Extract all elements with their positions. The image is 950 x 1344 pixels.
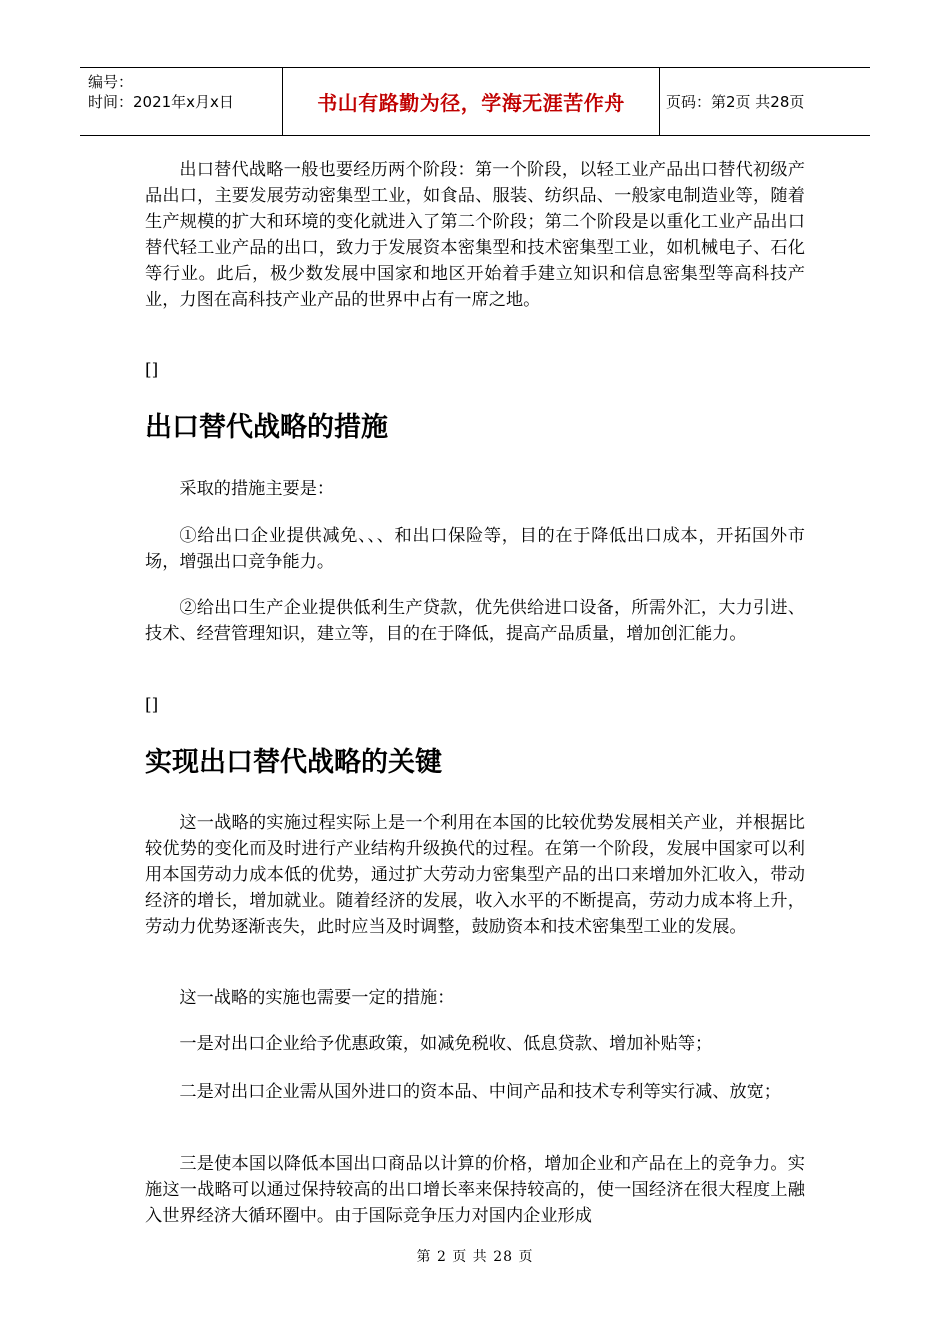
paragraph-measure-third: 三是使本国以降低本国出口商品以计算的价格，增加企业和产品在上的竞争力。实施这一战略可以通过保持较高的出口增长率来保持较高的，使一国经济在很大程度上融入世界经济大循环圈中。由于国际竞争压力对国内企业形成 [145, 1154, 805, 1226]
reference-bracket: [] [145, 695, 159, 715]
paragraph-measures-intro: 采取的措施主要是： [179, 479, 335, 499]
document-number-label: 编号： [88, 73, 134, 91]
paragraph-measures-needed: 这一战略的实施也需要一定的措施： [179, 988, 455, 1008]
document-time-label: 时间：2021年x月x日 [88, 93, 234, 111]
header-motto-cell [283, 68, 660, 135]
paragraph-implementation-process: 这一战略的实施过程实际上是一个利用在本国的比较优势发展相关产业，并根据比较优势的变化而及时进行产业结构升级换代的过程。在第一个阶段，发展中国家可以利用本国劳动力成本低的优势，通过扩大劳动力密集型产品的出口来增加外汇收入，带动经济的增长，增加就业。随着经济的发展，收入水平的不断提高，劳动力成本将上升，劳动力优势逐渐丧失，此时应当及时调整，鼓励资本和技术密集型工业的发展。 [145, 813, 805, 937]
paragraph-measure-1: ①给出口企业提供减免、、、和出口保险等，目的在于降低出口成本，开拓国外市场，增强出口竞争能力。 [145, 526, 805, 572]
header-meta-cell [80, 68, 283, 135]
header-motto: 书山有路勤为径，学海无涯苦作舟 [317, 91, 625, 115]
paragraph-measure-first: 一是对出口企业给予优惠政策，如减免税收、低息贷款、增加补贴等； [179, 1034, 713, 1054]
page-footer: 第 2 页 共 28 页 [416, 1249, 534, 1265]
section-heading-key: 实现出口替代战略的关键 [145, 747, 442, 778]
paragraph-measure-2: ②给出口生产企业提供低利生产贷款，优先供给进口设备，所需外汇，大力引进、技术、经营管理知识，建立等，目的在于降低，提高产品质量，增加创汇能力。 [145, 598, 805, 644]
reference-bracket: [] [145, 360, 159, 380]
paragraph-measure-second: 二是对出口企业需从国外进口的资本品、中间产品和技术专利等实行减、放宽； [179, 1082, 781, 1102]
header-page-info-cell [660, 68, 870, 135]
section-heading-measures: 出口替代战略的措施 [145, 412, 388, 443]
page-header [80, 67, 870, 136]
header-page-info: 页码：第2页 共28页 [666, 93, 805, 111]
paragraph-export-stages: 出口替代战略一般也要经历两个阶段：第一个阶段，以轻工业产品出口替代初级产品出口，主要发展劳动密集型工业，如食品、服装、纺织品、一般家电制造业等，随着生产规模的扩大和环境的变化就进入了第二个阶段；第二个阶段是以重化工业产品出口替代轻工业产品的出口，致力于发展资本密集型和技术密集型工业，如机械电子、石化等行业。此后，极少数发展中国家和地区开始着手建立知识和信息密集型等高科技产业，力图在高科技产业产品的世界中占有一席之地。 [145, 160, 805, 310]
